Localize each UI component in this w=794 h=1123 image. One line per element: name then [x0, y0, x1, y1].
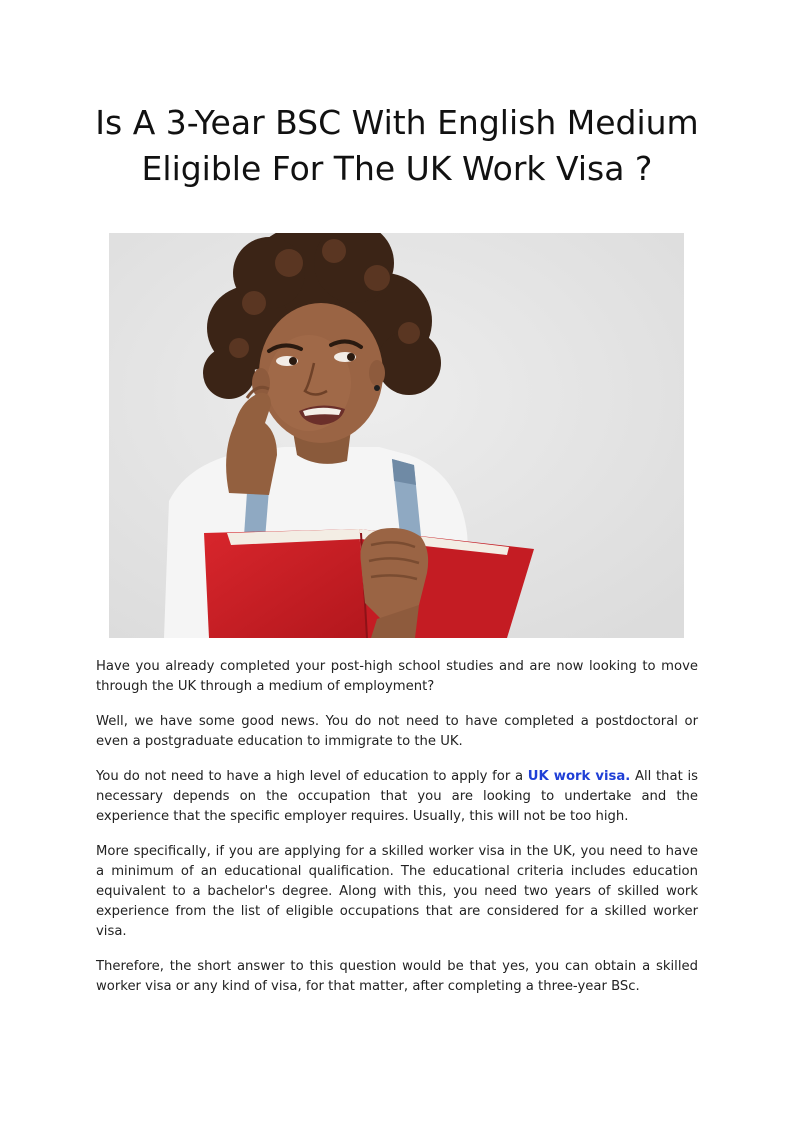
paragraph-1: Have you already completed your post-high school studies and are now looking to move through the UK through a medium of employment? [96, 659, 698, 694]
hero-photo [109, 233, 684, 638]
paragraph-3-lead: You do not need to have a high level of education to apply for a [96, 769, 528, 784]
paragraph-4: More specifically, if you are applying for a skilled worker visa in the UK, you need to have a minimum of an educational qualification. The educational criteria includes education equivalent to a bachelor's degree. Along with this, you need two years of skilled work experience from the list of eligible occupations that are considered for a skilled worker visa. [96, 844, 698, 939]
uk-work-visa-link[interactable]: UK work visa. [527, 769, 631, 784]
paragraph-5: Therefore, the short answer to this question would be that yes, you can obtain a skilled worker visa or any kind of visa, for that matter, after completing a three-year BSc. [96, 959, 698, 994]
article-body [96, 657, 698, 1012]
paragraph-3 [96, 767, 698, 827]
page-title: Is A 3-Year BSC With English Medium Eligible For The UK Work Visa ? [95, 103, 699, 188]
paragraph-3-tail: All that is necessary depends on the occupation that you are looking to undertake and the experience that the specific employer requires. Usually, this will not be too high. [96, 769, 698, 824]
paragraph-2: Well, we have some good news. You do not need to have completed a postdoctoral or even a postgraduate education to immigrate to the UK. [96, 714, 698, 749]
